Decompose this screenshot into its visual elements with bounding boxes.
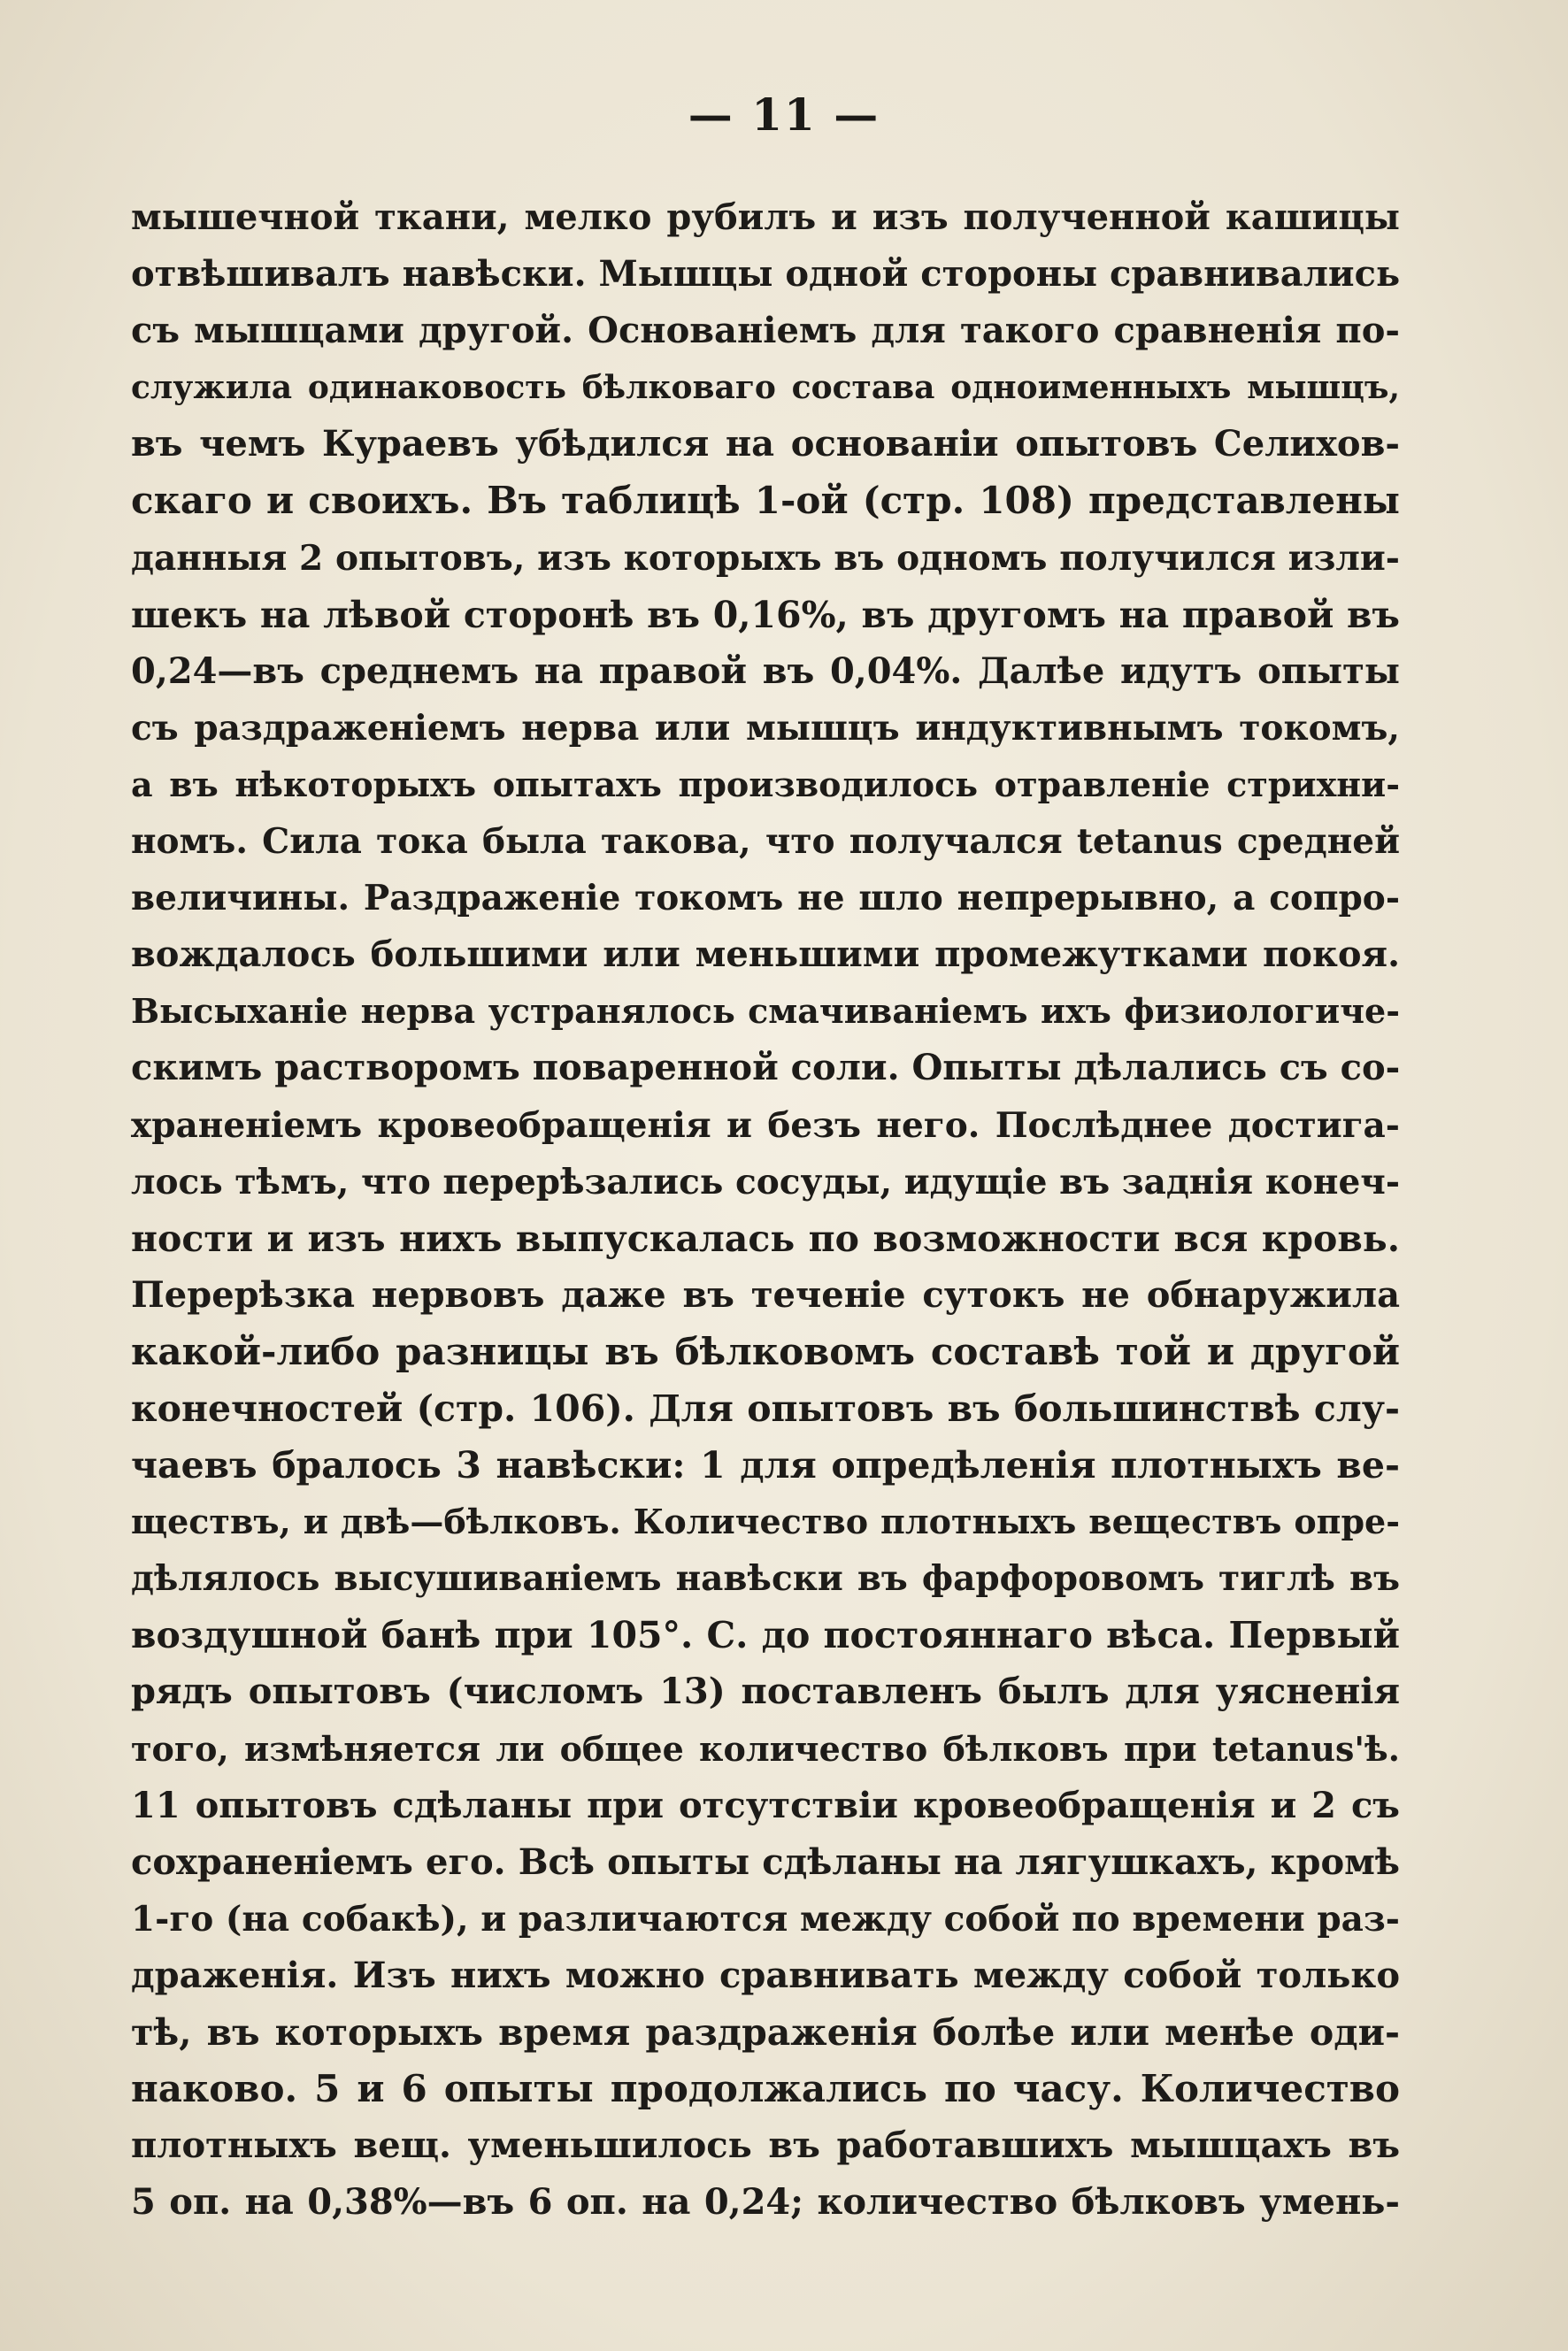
text-line: 11 опытовъ сдѣланы при отсутствіи кровеобращенія и 2 съ xyxy=(131,1784,1400,1826)
text-line: тѣ, въ которыхъ время раздраженія болѣе или менѣе оди- xyxy=(131,2011,1400,2054)
text-line: съ раздраженіемъ нерва или мышцъ индуктивнымъ токомъ, xyxy=(131,707,1400,749)
text-line: ности и изъ нихъ выпускалась по возможности вся кровь. xyxy=(131,1217,1400,1260)
text-line: данныя 2 опытовъ, изъ которыхъ въ одномъ получился изли- xyxy=(131,537,1400,579)
text-line: служила одинаковость бѣлковаго состава одноименныхъ мышцъ, xyxy=(131,369,1400,407)
text-line: мышечной ткани, мелко рубилъ и изъ полученной кашицы xyxy=(131,196,1400,238)
text-line: ществъ, и двѣ—бѣлковъ. Количество плотныхъ веществъ опре- xyxy=(131,1502,1400,1542)
text-line: того, измѣняется ли общее количество бѣлковъ при tetanus'ѣ. xyxy=(131,1728,1400,1769)
text-line: съ мышцами другой. Основаніемъ для такого сравненія по- xyxy=(131,310,1400,352)
text-line: вождалось большими или меньшими промежутками покоя. xyxy=(131,933,1400,976)
text-line: сохраненіемъ его. Всѣ опыты сдѣланы на лягушкахъ, кромѣ xyxy=(131,1840,1400,1883)
text-line: 1-го (на собакѣ), и различаются между собой по времени раз- xyxy=(131,1898,1400,1940)
text-line: 0,24—въ среднемъ на правой въ 0,04%. Далѣе идутъ опыты xyxy=(131,649,1400,692)
text-line: какой-либо разницы въ бѣлковомъ составѣ той и другой xyxy=(131,1329,1400,1373)
text-line: плотныхъ вещ. уменьшилось въ работавшихъ мышцахъ въ xyxy=(131,2124,1400,2167)
text-line: воздушной банѣ при 105°. С. до постояннаго вѣса. Первый xyxy=(131,1614,1400,1657)
text-line: номъ. Сила тока была такова, что получался tetanus средней xyxy=(131,821,1400,863)
text-line: храненіемъ кровеобращенія и безъ него. Послѣднее достига- xyxy=(131,1104,1400,1146)
text-line: скимъ растворомъ поваренной соли. Опыты дѣлались съ со- xyxy=(131,1047,1400,1089)
text-line: Перерѣзка нервовъ даже въ теченіе сутокъ не обнаружила xyxy=(131,1273,1400,1316)
text-line: дѣлялось высушиваніемъ навѣски въ фарфоровомъ тиглѣ въ xyxy=(131,1558,1400,1600)
text-line: а въ нѣкоторыхъ опытахъ производилось отравленіе стрихни- xyxy=(131,764,1400,804)
text-line: 5 оп. на 0,38%—въ 6 оп. на 0,24; количество бѣлковъ умень- xyxy=(131,2181,1400,2224)
text-line: шекъ на лѣвой сторонѣ въ 0,16%, въ другомъ на правой въ xyxy=(131,593,1400,636)
text-line: лось тѣмъ, что перерѣзались сосуды, идущіе въ заднія конеч- xyxy=(131,1161,1400,1202)
text-line: величины. Раздраженіе токомъ не шло непрерывно, а сопро- xyxy=(131,878,1400,919)
text-line: чаевъ бралось 3 навѣски: 1 для опредѣленія плотныхъ ве- xyxy=(131,1444,1400,1487)
text-line: конечностей (стр. 106). Для опытовъ въ большинствѣ слу- xyxy=(131,1387,1400,1430)
text-line: Высыханіе нерва устранялось смачиваніемъ ихъ физиологиче- xyxy=(131,991,1400,1032)
text-line: драженія. Изъ нихъ можно сравнивать между собой только xyxy=(131,1954,1400,1996)
text-line: рядъ опытовъ (числомъ 13) поставленъ былъ для уясненія xyxy=(131,1671,1400,1713)
text-line: наково. 5 и 6 опыты продолжались по часу. Количество xyxy=(131,2067,1400,2111)
text-line: отвѣшивалъ навѣски. Мышцы одной стороны сравнивались xyxy=(131,253,1400,296)
text-line: скаго и своихъ. Въ таблицѣ 1-ой (стр. 108) представлены xyxy=(131,479,1400,523)
page-number: — 11 — xyxy=(688,88,880,141)
text-line: въ чемъ Кураевъ убѣдился на основаніи опытовъ Селихов- xyxy=(131,423,1400,465)
body-text xyxy=(131,189,1400,2231)
